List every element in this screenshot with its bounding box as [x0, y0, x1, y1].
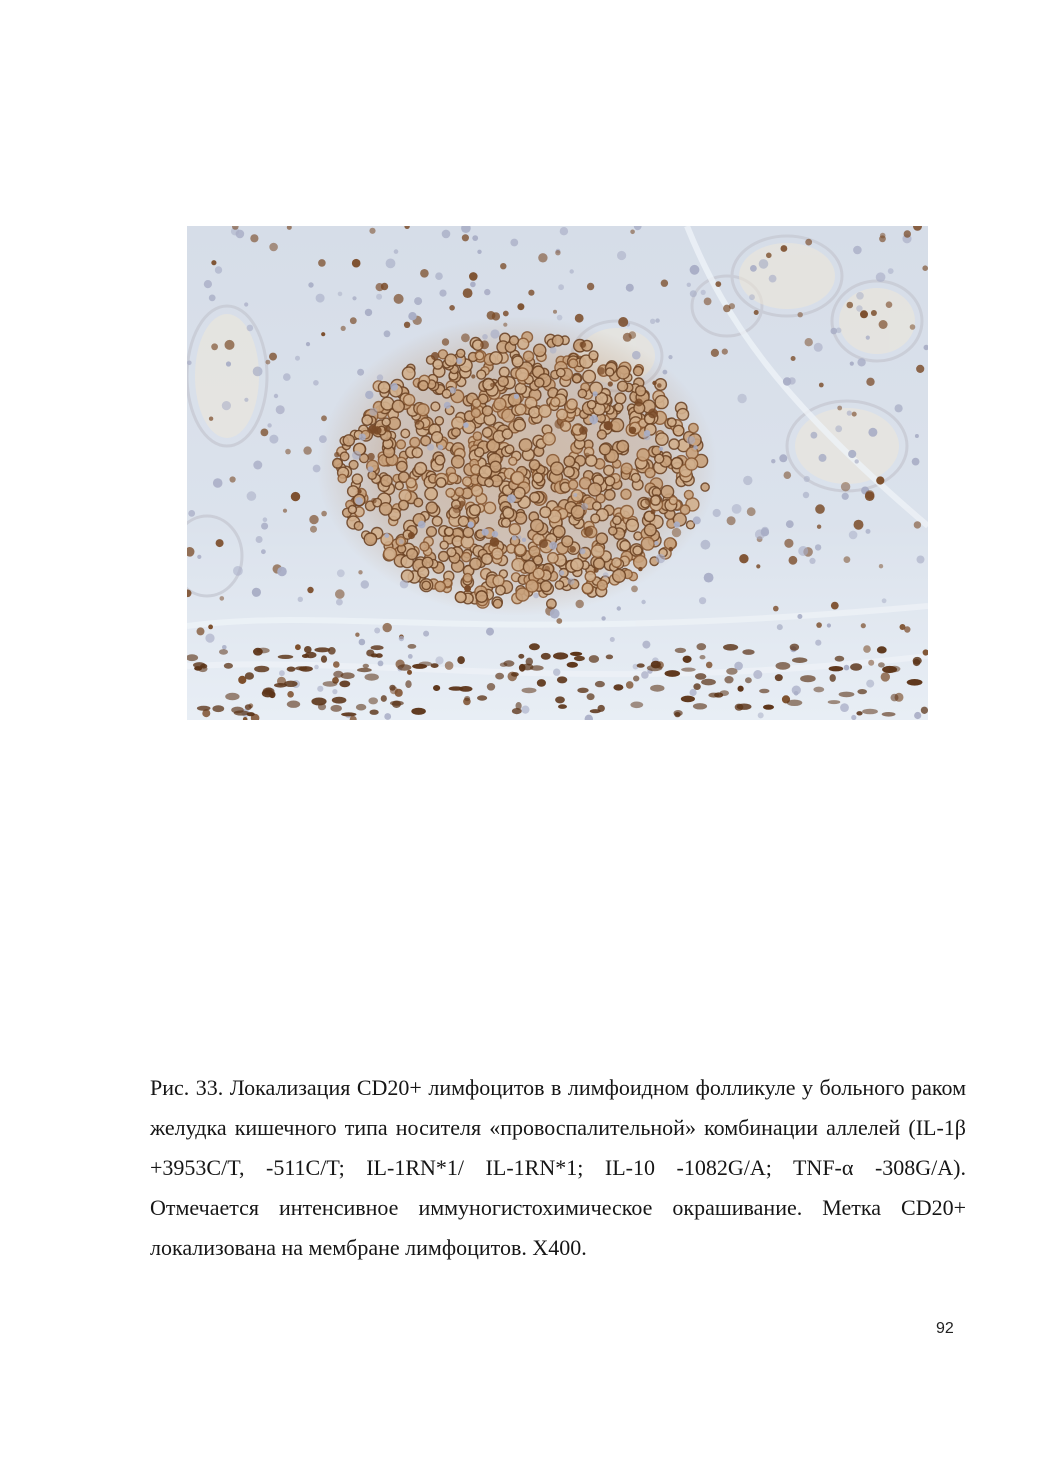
- page-number: 92: [936, 1320, 954, 1337]
- cd20-immunohistochemistry-micrograph: [187, 226, 928, 720]
- micrograph-figure: [187, 226, 928, 720]
- figure-caption: Рис. 33. Локализация CD20+ лимфоцитов в лимфоидном фолликуле у больного раком желудка кишечного типа носителя «провоспалительной» комбинации аллелей (IL-1β +3953C/T, -511C/T; IL-1RN*1/ IL-1RN*1; IL-10 -1082G/A; TNF-α -308G/A). Отмечается интенсивное иммуногистохимическое окрашивание. Метка CD20+ локализована на мембране лимфоцитов. X400.: [150, 1075, 966, 1260]
